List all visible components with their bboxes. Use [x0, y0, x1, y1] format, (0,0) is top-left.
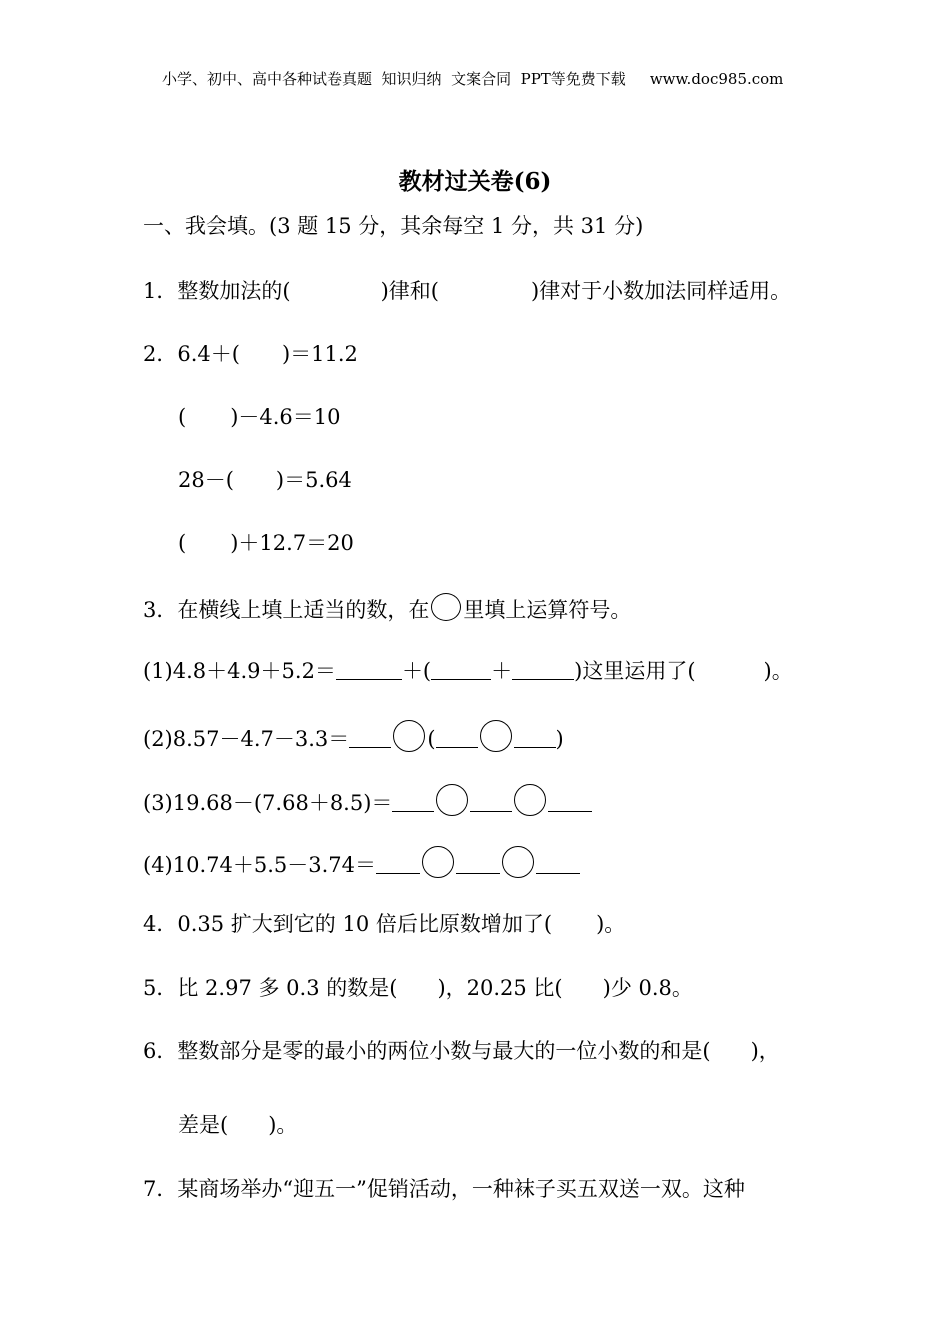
- operator-circle[interactable]: [514, 784, 546, 816]
- question-2-line-1: 2．6.4＋( )＝11.2: [143, 342, 358, 366]
- operator-circle[interactable]: [393, 720, 425, 752]
- question-2-line-4: ( )＋12.7＝20: [178, 531, 354, 555]
- question-3-part-3: (3)19.68－(7.68＋8.5)＝: [143, 784, 592, 816]
- question-3-part-4: (4)10.74＋5.5－3.74＝: [143, 846, 580, 878]
- blank[interactable]: [548, 791, 592, 812]
- blank[interactable]: [349, 727, 391, 748]
- blank[interactable]: [336, 659, 402, 680]
- question-1: 1．整数加法的( )律和( )律对于小数加法同样适用。: [143, 279, 792, 303]
- question-3-part-1: (1)4.8＋4.9＋5.2＝ ＋( ＋ )这里运用了( )。: [143, 659, 793, 683]
- page-title: 教材过关卷(6): [398, 168, 552, 195]
- blank[interactable]: [436, 727, 478, 748]
- question-2-line-3: 28－( )＝5.64: [178, 468, 352, 492]
- question-7: 7．某商场举办“迎五一”促销活动，一种袜子买五双送一双。这种: [143, 1177, 745, 1201]
- blank[interactable]: [514, 727, 556, 748]
- question-6-line-2: 差是( )。: [178, 1113, 298, 1137]
- blank[interactable]: [470, 791, 512, 812]
- blank[interactable]: [431, 659, 491, 680]
- question-4: 4．0.35 扩大到它的 10 倍后比原数增加了( )。: [143, 912, 626, 936]
- blank[interactable]: [392, 791, 434, 812]
- question-5: 5．比 2.97 多 0.3 的数是( )，20.25 比( )少 0.8。: [143, 976, 693, 1000]
- operator-circle[interactable]: [502, 846, 534, 878]
- question-3-part-2: (2)8.57－4.7－3.3＝ ( ): [143, 720, 564, 752]
- circle-icon: [431, 593, 461, 621]
- section-heading: 一、我会填。(3 题 15 分，其余每空 1 分，共 31 分): [143, 214, 644, 238]
- blank[interactable]: [536, 853, 580, 874]
- blank[interactable]: [512, 659, 574, 680]
- blank[interactable]: [376, 853, 420, 874]
- question-6: 6．整数部分是零的最小的两位小数与最大的一位小数的和是( )，: [143, 1039, 780, 1063]
- question-2-line-2: ( )－4.6＝10: [178, 405, 341, 429]
- header-url: www.doc985.com: [649, 70, 784, 88]
- page-header: [162, 68, 783, 89]
- blank[interactable]: [456, 853, 500, 874]
- operator-circle[interactable]: [480, 720, 512, 752]
- header-left: 小学、初中、高中各种试卷真题 知识归纳 文案合同 PPT等免费下载: [162, 70, 626, 88]
- operator-circle[interactable]: [422, 846, 454, 878]
- question-3: 3．在横线上填上适当的数，在 里填上运算符号。: [143, 593, 631, 623]
- operator-circle[interactable]: [436, 784, 468, 816]
